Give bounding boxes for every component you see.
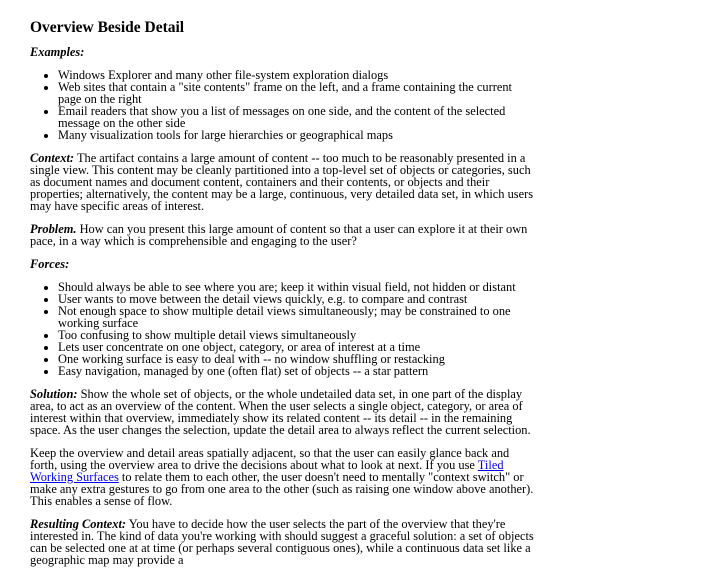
solution-label: Solution: <box>30 387 78 401</box>
list-item: • One working surface is easy to deal with -- no window shuffling or restacking <box>58 353 538 365</box>
problem-label: Problem. <box>30 222 77 236</box>
resulting-context-label: Resulting Context: <box>30 517 127 531</box>
examples-heading: Examples: <box>30 45 85 59</box>
solution-text: Show the whole set of objects, or the whole undetailed data set, in one part of the display area, to act as an overview of the content. When the user selects a single object, category, or area of interest within that overview, immediately show its related content -- its detail -- in the remaining space. As the user changes the selection, update the detail area to always reflect the current selection. <box>30 387 531 437</box>
solution-paragraph <box>30 388 538 436</box>
keep-adjacent-paragraph <box>30 447 538 507</box>
resulting-context-paragraph <box>30 518 538 566</box>
problem-text: How can you present this large amount of content so that a user can explore it at their own pace, in a way which is comprehensible and engaging to the user? <box>30 222 528 248</box>
list-item: • User wants to move between the detail views quickly, e.g. to compare and contrast <box>58 293 538 305</box>
context-paragraph <box>30 152 538 212</box>
tiled-working-surfaces-link[interactable]: Tiled Working Surfaces <box>30 458 504 484</box>
context-text: The artifact contains a large amount of content -- too much to be reasonably presented in a single view. This content may be cleanly partitioned into a top-level set of objects or categories, such as document names and document content, containers and their contents, or objects and their properties; alternatively, the content may be a large, continuous, very detailed data set, in which users may have specific areas of interest. <box>30 151 534 213</box>
list-item: • Email readers that show you a list of messages on one side, and the content of the selected message on the other side <box>58 105 538 129</box>
list-item: • Easy navigation, managed by one (often flat) set of objects -- a star pattern <box>58 365 538 377</box>
context-label: Context: <box>30 151 75 165</box>
problem-paragraph <box>30 223 538 247</box>
keep-text-after: to relate them to each other, the user doesn't need to mentally "context switch" or make any extra gestures to go from one area to the other (such as raising one window above another). This enables a sense of flow. <box>30 470 534 508</box>
keep-text-before: Keep the overview and detail areas spatially adjacent, so that the user can easily glance back and forth, using the overview area to drive the decisions about what to look at next. If you use <box>30 446 510 472</box>
list-item: • Web sites that contain a "site contents" frame on the left, and a frame containing the current page on the right <box>58 81 538 105</box>
forces-list <box>30 281 538 377</box>
list-item: • Should always be able to see where you are; keep it within visual field, not hidden or distant <box>58 281 538 293</box>
page-title: Overview Beside Detail <box>30 19 185 36</box>
forces-heading: Forces: <box>30 257 70 271</box>
examples-list <box>30 69 538 141</box>
document-body <box>30 20 538 577</box>
list-item: • Many visualization tools for large hierarchies or geographical maps <box>58 129 538 141</box>
list-item: • Too confusing to show multiple detail views simultaneously <box>58 329 538 341</box>
list-item: • Not enough space to show multiple detail views simultaneously; may be constrained to one working surface <box>58 305 538 329</box>
list-item: • Lets user concentrate on one object, category, or area of interest at a time <box>58 341 538 353</box>
list-item: • Windows Explorer and many other file-system exploration dialogs <box>58 69 538 81</box>
resulting-context-text: You have to decide how the user selects the part of the overview that they're interested in. The kind of data you're working with should suggest a graceful solution: a set of objects can be selected one at at time (or perhaps several contiguous ones), while a continuous data set like a geographic map may provide a <box>30 517 534 567</box>
